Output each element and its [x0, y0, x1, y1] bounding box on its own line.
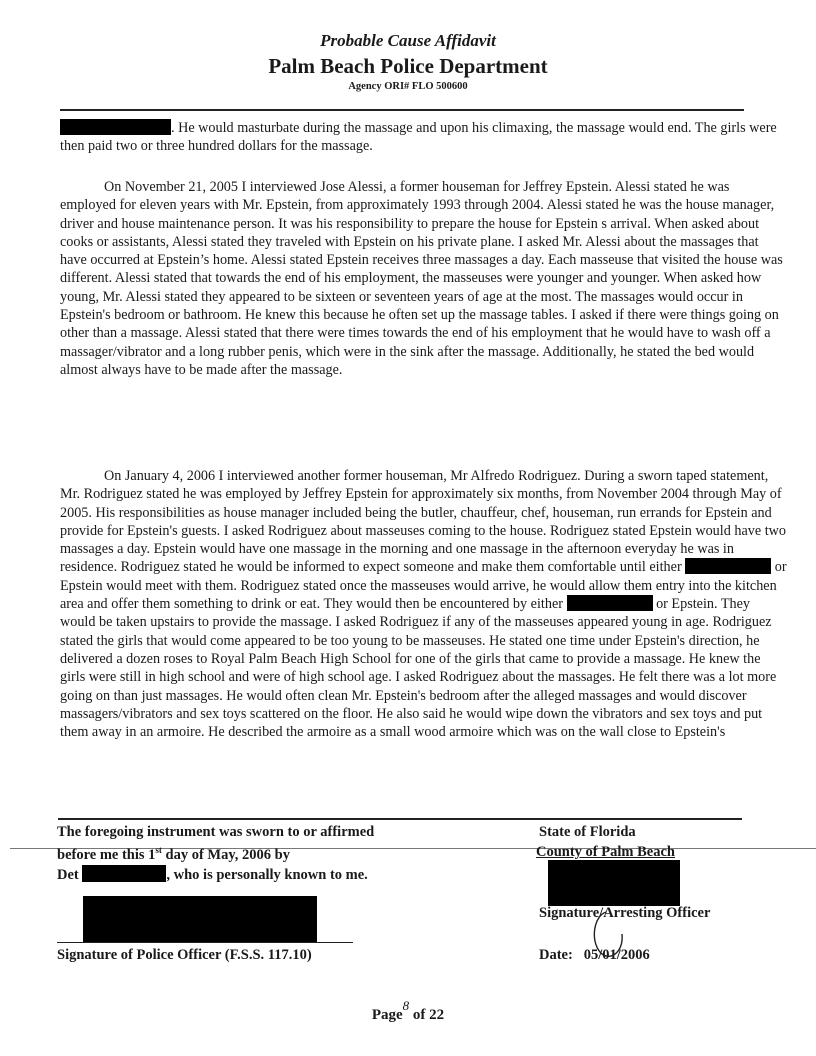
department-title: Palm Beach Police Department: [268, 54, 548, 78]
paragraph-text: or Epstein would meet with them. Rodriguez stated once the masseuses would arrive, he would allow them entry into the kitchen area and offer them something to drink or eat. They would then be encountered by either: [60, 559, 787, 613]
sworn-statement-line1: The foregoing instrument was sworn to or affirmed: [57, 824, 375, 840]
handwritten-page-number: 8: [402, 998, 410, 1013]
date-label: Date:: [539, 947, 573, 963]
footer-divider: [58, 818, 742, 820]
redacted-signature: [83, 896, 317, 942]
redaction-block: [567, 595, 653, 611]
page-number: [0, 998, 816, 1024]
paragraph-text: On November 21, 2005 I interviewed Jose Alessi, a former houseman for Jeffrey Epstein. Alessi stated he was employed for eleven years with Mr. Epstein, from approximately 1993 through 2004. Alessi stated he was the house manager, driver and house maintenance person. It was his responsibility to prepare the house for Epstein s arrival. When asked about cooks or assistants, Alessi stated they traveled with Epstein on his private plane. I asked Mr. Alessi about the massages that have occurred at Epstein’s home. Alessi stated Epstein receives three massages a day. Each masseuse that visited the house was different. Alessi stated that towards the end of his employment, the masseuses were younger and younger. When asked how young, Mr. Alessi stated they appeared to be sixteen or seventeen years of age at the most. The massages would occur in Epstein's bedroom or bathroom. He knew this because he often set up the massage tables. I asked if there were things going on other than a massage. Alessi stated that there were times towards the end of his employment that he would have to wash off a massager/vibrator and a long rubber penis, which were in the sink after the massage. Additionally, he stated the bed would almost always have to be made after the massage.: [60, 179, 783, 378]
date-value: 05/01/2006: [583, 947, 650, 963]
police-signature-label: Signature of Police Officer (F.S.S. 117.10): [57, 947, 312, 963]
arresting-officer-label: Signature/Arresting Officer: [539, 905, 711, 921]
det-suffix: , who is personally known to me.: [166, 867, 368, 883]
detective-line: [57, 865, 368, 884]
redaction-block: [82, 865, 166, 882]
document-type-title: Probable Cause Affidavit: [320, 31, 496, 50]
paragraph-continuation: [60, 119, 788, 156]
det-label: Det: [57, 867, 79, 883]
county-label: County of Palm Beach: [536, 844, 675, 860]
header-divider: [60, 109, 744, 111]
paragraph-text: or Epstein. They would be taken upstairs to provide the massage. I asked Rodriguez if any of the masseuses appeared young in age. Rodriguez stated the girls that would come appeared to be too young to be masseuses. He stated one time under Epstein's direction, he delivered a dozen roses to Royal Palm Beach High School for one of the girls that came to provide a massage. He knew the girls were still in high school and were of high school age. I asked Rodriguez about the massages. He felt there was a lot more going on than just massages. He would often clean Mr. Epstein's bedroom after the alleged massages and would discover massagers/vibrators and sex toys scattered on the floor. He also said he would wipe down the vibrators and sex toys and put them away in an armoire. He described the armoire as a small wood armoire which was on the wall close to Epstein's: [60, 596, 777, 741]
page-total: of 22: [412, 1007, 445, 1023]
sworn-date-text: before me this 1: [57, 846, 156, 863]
handwritten-mark: [586, 906, 642, 966]
redaction-block: [685, 558, 771, 574]
paragraph-text: . He would masturbate during the massage and upon his climaxing, the massage would end. The girls were then paid two or three hundred dollars for the massage.: [60, 120, 777, 155]
agency-ori: Agency ORI# FLO 500600: [348, 81, 468, 92]
sworn-statement-line2: [57, 845, 290, 864]
paragraph-rodriguez-interview: [60, 467, 788, 741]
sworn-date-text: day of May, 2006 by: [161, 846, 290, 863]
paragraph-alessi-interview: [60, 178, 788, 379]
page-label: Page: [371, 1007, 403, 1023]
redaction-block: [60, 119, 171, 135]
redacted-signature: [548, 860, 680, 906]
state-label: State of Florida: [539, 824, 636, 840]
signature-line: [57, 942, 353, 943]
ordinal-suffix: st: [155, 845, 162, 855]
paragraph-text: On January 4, 2006 I interviewed another former houseman, Mr Alfredo Rodriguez. During a sworn taped statement, Mr. Rodriguez stated he was employed by Jeffrey Epstein for approximately six months, from November 2004 through May of 2005. His responsibilities as house manager included being the butler, chauffeur, chef, houseman, run errands for Epstein and provide for Epstein's guests. I asked Rodriguez about masseuses coming to the house. Rodriguez stated Epstein would have two massages a day. Epstein would have one massage in the morning and one massage in the afternoon everyday he was in residence. Rodriguez stated he would be informed to expect someone and make them comfortable until either: [60, 468, 786, 576]
handwritten-stroke: [594, 912, 622, 956]
